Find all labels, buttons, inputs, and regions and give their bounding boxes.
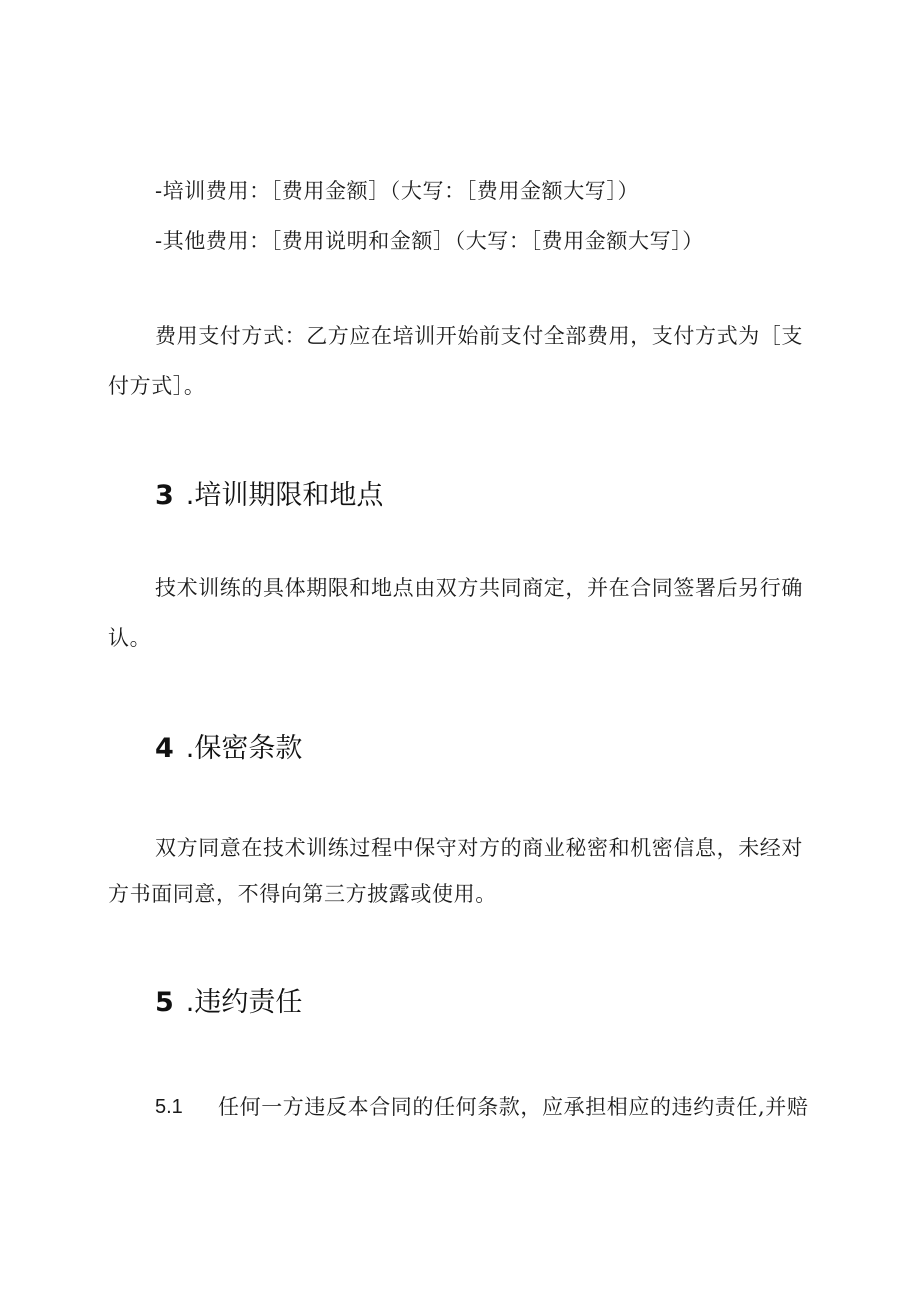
payment-method-line-2: 付方式］。: [108, 374, 206, 398]
section-4-heading: [155, 732, 302, 766]
clause-5-1-number: 5.1: [155, 1096, 183, 1118]
section-4-number: 4: [155, 733, 174, 764]
section-3-heading: [155, 479, 383, 513]
section-5-heading: [155, 986, 302, 1020]
section-5-title: .违约责任: [185, 987, 303, 1018]
section-3-number: 3: [155, 480, 174, 511]
section-3-line-1: 技术训练的具体期限和地点由双方共同商定，并在合同签署后另行确: [155, 576, 803, 600]
section-3-title: .培训期限和地点: [185, 480, 384, 511]
payment-method-line-1: 费用支付方式：乙方应在培训开始前支付全部费用，支付方式为［支: [155, 324, 803, 348]
clause-5-1-text: 任何一方违反本合同的任何条款，应承担相应的违约责任,并赔: [218, 1095, 809, 1119]
training-fee-line: -培训费用：［费用金额］（大写：［费用金额大写］）: [155, 179, 640, 203]
section-4-line-1: 双方同意在技术训练过程中保守对方的商业秘密和机密信息，未经对: [155, 836, 803, 860]
section-4-line-2: 方书面同意，不得向第三方披露或使用。: [108, 882, 497, 906]
section-4-title: .保密条款: [185, 733, 303, 764]
section-5-number: 5: [155, 987, 174, 1018]
section-3-line-2: 认。: [108, 626, 152, 650]
other-fee-line: -其他费用：［费用说明和金额］（大写：［费用金额大写］）: [155, 229, 704, 253]
